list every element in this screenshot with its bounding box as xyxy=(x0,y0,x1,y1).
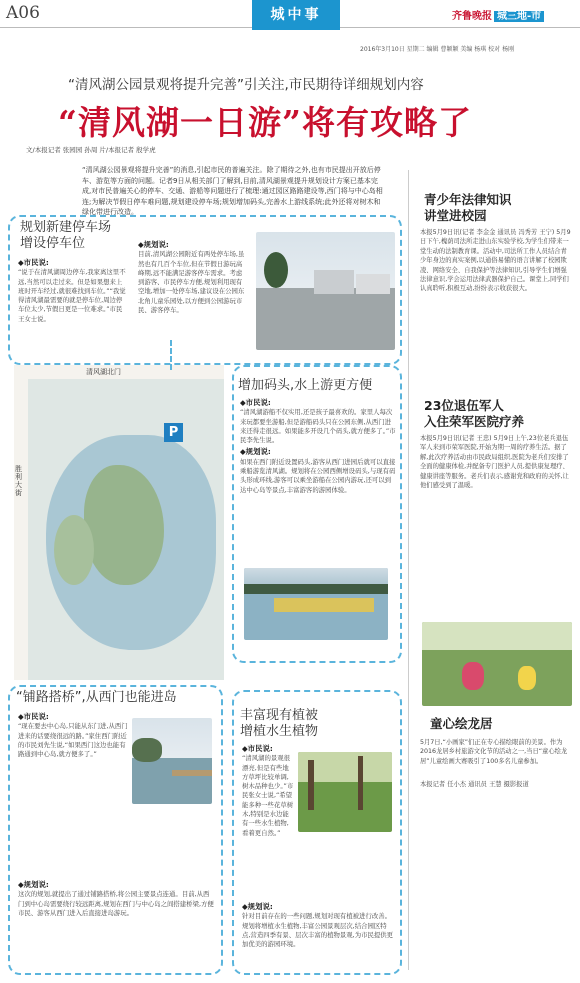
parking-plan-body: 目前,清风湖公园附近有两处停车场,虽然也有几百个车位,但在节假日游玩高峰期,远不能满足游客停车需求。考虑到游客、市民停车方便,规划利用现有空地,增加一处停车场,建议设在公园东北角儿童乐园处,以方便到公园游玩市民、游客停车。 xyxy=(138,250,245,315)
bridge-citizen-body: “现在要去中心岛,只能从东门进,从西门进来的话要绕很远的路。”家住西门附近的市民刘先生说,“如果西门这边也能有路通到中心岛,就方便多了。” xyxy=(18,722,128,759)
kicker: “清风湖公园景观将提升完善”引关注,市民期待详细规划内容 xyxy=(68,77,424,93)
dock-plan-heading: ◆规划说: xyxy=(240,447,271,457)
plants-plan-heading: ◆规划说: xyxy=(242,902,273,911)
plants-title-2: 增植水生植物 xyxy=(240,724,319,739)
dock-citizen-text xyxy=(240,396,396,495)
parking-plan-text xyxy=(138,238,248,315)
bridge-photo xyxy=(132,718,212,804)
logo-badge: 城三地-市 xyxy=(494,11,544,22)
logo-text: 齐鲁晚报 xyxy=(452,11,492,22)
sidebar-story1-title-1: 青少年法律知识 xyxy=(424,192,512,207)
parking-photo xyxy=(256,232,395,350)
sidebar-divider xyxy=(408,170,409,970)
headline: “清风湖一日游”将有攻略了 xyxy=(58,103,472,142)
parking-title-1: 规划新建停车场 xyxy=(20,220,112,235)
sidebar-story3-title: 童心绘龙居 xyxy=(430,716,493,731)
dateline: 2016年3月10日 星期二 编辑 曹颖颖 美编 杨琪 校对 杨刚 xyxy=(360,46,515,53)
sidebar-story2-body: 本报5月9日讯(记者 王忠) 5月9日上午,23位老兵退伍军人来到市荣军医院,开始为期一周的疗养生活。据了解,此次疗养活动由市民政局组织,医院为老兵们安排了全面的健康体检,并配备专门医护人员,提供康复理疗、健康讲座等服务。老兵们表示,感谢党和政府的关怀,让他们感受到了温暖。 xyxy=(420,435,569,490)
dock-plan-body: 如果在西门附近设置码头,游客从西门进园后就可以直接乘船游览清风湖。规划将在公园西侧增设码头,与现有码头形成环线,游客可以乘坐游船在公园内游玩,还可以到达中心岛等景点,丰富游客的游园体验。 xyxy=(240,457,396,494)
parking-citizen-text xyxy=(18,256,126,324)
west-island xyxy=(54,515,94,585)
parking-plan-heading: ◆规划说: xyxy=(138,240,169,249)
sidebar-story3-body: 5月7日,“小画家”们正在专心描绘眼前的美景。作为2016龙居乡村旅游文化节的活动之一,当日“童心绘龙居”儿童绘画大赛吸引了100多名儿童参加。 xyxy=(420,739,568,765)
bridge-citizen-heading: ◆市民说: xyxy=(18,712,49,721)
sidebar-painting-photo xyxy=(422,622,572,706)
lead-paragraph: “清风湖公园景观将提升完善”的消息,引起市民的普遍关注。除了期待之外,也有市民提出开放后停车、游览等方面的问题。记者9日从相关部门了解到,目前,清风湖景观提升规划设计方案已基本完成,对市民普遍关心的停车、交通、游船等问题进行了梳理:通过园区路路建设等,西门将与中心岛相连;为解决节假日停车难问题,规划建设停车场;规划增加码头,完善水上游线系统;此外还将对树木和绿化带进行改造。 xyxy=(82,166,383,216)
dock-photo xyxy=(244,568,388,640)
bridge-plan-heading: ◆规划说: xyxy=(18,880,49,889)
map-gate-label: 清风湖北门 xyxy=(86,368,121,376)
plants-citizen-text xyxy=(242,742,294,838)
plants-plan-text xyxy=(242,900,394,949)
bridge-title: “铺路搭桥”,从西门也能进岛 xyxy=(16,690,177,705)
dock-citizen-body: “清风湖游船不仅实用,还是孩子最喜欢的。家里人每次来玩都要坐游船,但是游船码头只在公园东侧,从西门进来还得走很远。如果能多开设几个码头,就方便多了。”市民李先生说。 xyxy=(240,408,396,445)
dock-citizen-heading: ◆市民说: xyxy=(240,398,271,407)
page-number: A06 xyxy=(6,3,40,23)
map-connector-line xyxy=(170,340,173,370)
sidebar-story3-credit: 本报记者 任小杰 通讯员 王慧 摄影报道 xyxy=(420,781,529,788)
sidebar-story1-title-2: 讲堂进校园 xyxy=(424,208,487,223)
map-road-label: 胜利大街 xyxy=(15,465,22,497)
bridge-plan-text xyxy=(18,878,214,918)
bridge-plan-body: 这次的规划,就提出了通过铺路搭桥,将公园主要景点连通。目前,从西门到中心岛需要绕行较远距离,规划在西门与中心岛之间搭建桥梁,方便市民、游客从西门进入后直接进岛游玩。 xyxy=(18,890,214,917)
parking-citizen-body: “说于在清风湖周边停车,我家离这里不远,当然可以走过来。但是如果想来上班时开车经过,就很难找到车位。”“我觉得清风湖最需要的就是停车位,周边停车位太少,节假日更是一位难求。”市民王女士说。 xyxy=(18,268,126,323)
masthead-logo xyxy=(450,7,544,22)
plants-plan-body: 针对目前存在的一些问题,规划对现有植被进行改善。规划将增植水生植物,丰富公园景观层次,结合园区特点,营造四季有景、层次丰富的植物景观,为市民提供更加优美的游园环境。 xyxy=(242,912,394,949)
sidebar-story2-title-1: 23位退伍军人 xyxy=(424,398,504,413)
parking-title-2: 增设停车位 xyxy=(20,236,86,251)
bridge-citizen-text xyxy=(18,710,128,759)
sidebar-story1-body: 本报5月9日讯(记者 李金金 通讯员 冯秀芳 王宁) 5月9日下午,槐荫司法所走进山东实验学校,为学生们带来一堂生动的法制教育课。活动中,司法所工作人员结合青少年身边的真实案例,以通俗易懂的语言讲解了校园欺凌、网络安全、自我保护等法律知识,引导学生们增强法律意识,学会运用法律武器保护自己。课堂上,同学们认真聆听,积极互动,纷纷表示收获很大。 xyxy=(420,229,571,293)
plants-citizen-heading: ◆市民说: xyxy=(242,744,273,753)
parking-citizen-heading: ◆市民说: xyxy=(18,258,49,267)
section-tab: 城中事 xyxy=(252,0,340,30)
plants-photo xyxy=(298,752,392,832)
dock-title: 增加码头,水上游更方便 xyxy=(238,378,373,393)
sidebar-story2-title-2: 入住荣军医院疗养 xyxy=(424,414,525,429)
parking-icon: P xyxy=(164,423,183,442)
plants-title-1: 丰富现有植被 xyxy=(240,708,319,723)
park-map xyxy=(14,365,224,680)
plants-citizen-body: “清风湖的景观很漂亮,但是有些地方草坪比较单调,树木品种也少。”市民张女士说,“希望能多种一些花草树木,特别是水边能有一些水生植物,看着更自然。” xyxy=(242,754,294,837)
byline: 文/本报记者 张园园 孙周 片/本报记者 殷学虎 xyxy=(26,146,156,154)
